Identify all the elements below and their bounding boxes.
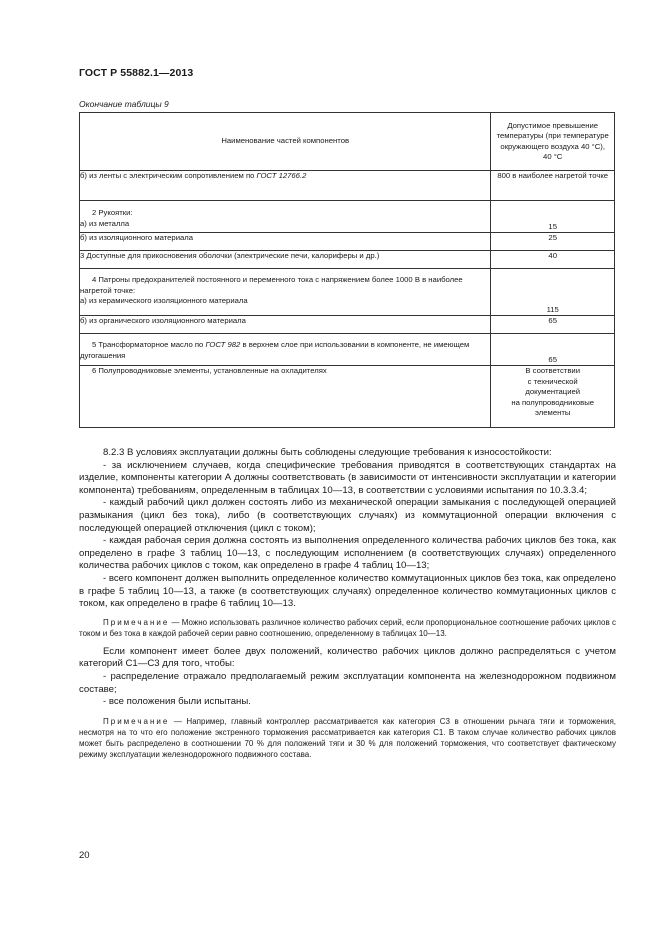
row-value: 15 — [491, 201, 615, 233]
table-row — [80, 233, 615, 251]
table-header-row — [80, 113, 615, 171]
paragraph: - все положения были испытаны. — [103, 696, 251, 708]
note: Примечание — Можно использовать различное количество рабочих серий, если пропорциональное соотношение рабочих циклов с током и без тока в каждой рабочей серии равно соотношению, определенному в таблицах 10—13. — [79, 617, 616, 638]
table-row — [80, 334, 615, 366]
row-name: 2 Рукоятки: а) из металла — [80, 201, 491, 233]
table-row — [80, 171, 615, 201]
row-value: В соответствии с технической документацией на полупроводниковые элементы — [491, 366, 615, 428]
table-row — [80, 269, 615, 316]
note-label: Примечание — [103, 716, 170, 726]
row-name: б) из изоляционного материала — [80, 233, 491, 251]
body-section — [79, 447, 616, 760]
table-row — [80, 316, 615, 334]
paragraph: 8.2.3 В условиях эксплуатации должны быть соблюдены следующие требования к износостойкости: — [103, 447, 552, 458]
note: Примечание — Например, главный контроллер рассматривается как категория С3 в отношении рычага тяги и торможения, несмотря на то что его положение экстренного торможения рассматривается как категория С1. В таком случае количество рабочих циклов может быть распределено в соотношении 70 % для положений тяги и 30 % для положений торможения, что соответствует фактическому режиму эксплуатации железнодорожного подвижного состава. — [79, 716, 616, 759]
row-name: 4 Патроны предохранителей постоянного и переменного тока с напряжением более 1000 В в наиболее нагретой точке: а) из керамического изоляционного материала — [80, 269, 491, 316]
paragraph: - за исключением случаев, когда специфические требования приводятся в соответствующих стандартах на изделие, компоненты категории А должны соответствовать (в зависимости от интенсивности эксплуатации и категории компонента) требованиям, определенным в таблицах 10—13, в соответствии с условиями испытания по 10.3.3.4; — [79, 459, 616, 496]
paragraph: - распределение отражало предполагаемый режим эксплуатации компонента на железнодорожном подвижном составе; — [79, 670, 616, 695]
row-name: 6 Полупроводниковые элементы, установленные на охладителях — [80, 366, 491, 428]
row-name: 3 Доступные для прикосновения оболочки (электрические печи, калориферы и др.) — [80, 251, 491, 269]
paragraph: - всего компонент должен выполнить определенное количество коммутационных циклов без тока, как определено в графе 5 таблиц 10—13, а также (в соответствующих случаях) определенное количество коммутационных циклов с током, как определено в графе 6 таблиц 10—13. — [79, 572, 616, 610]
paragraph: - каждая рабочая серия должна состоять из выполнения определенного количества рабочих циклов без тока, как определено в графе 3 таблиц 10—13, с последующим исполнением (в соответствующих случаях) определенного количества рабочих циклов с током, как определено в графе 4 таблиц 10—13; — [79, 535, 616, 572]
standard-reference: ГОСТ 12766.2 — [256, 171, 307, 180]
row-value: 115 — [491, 269, 615, 316]
table-row — [80, 366, 615, 428]
table-caption: Окончание таблицы 9 — [79, 99, 169, 109]
row-value: 65 — [491, 334, 615, 366]
row-name: 5 Трансформаторное масло по ГОСТ 982 в верхнем слое при использовании в компоненте, не имеющем дугогашения — [80, 334, 491, 366]
row-value: 25 — [491, 233, 615, 251]
row-name: б) из ленты с электрическим сопротивлением по ГОСТ 12766.2 — [80, 171, 491, 201]
row-name: б) из органического изоляционного материала — [80, 316, 491, 334]
row-value: 40 — [491, 251, 615, 269]
group-label: 2 Рукоятки: — [92, 208, 133, 217]
table-row — [80, 201, 615, 233]
note-label: Примечание — [103, 617, 170, 627]
row-value: 65 — [491, 316, 615, 334]
table-9 — [79, 112, 615, 428]
col-header-temperature-rise: Допустимое превышение температуры (при температуре окружающего воздуха 40 °С), 40 °С — [491, 113, 615, 171]
paragraph: - каждый рабочий цикл должен состоять либо из механической операции замыкания с последующей операцией размыкания (цикл без тока), либо (в соответствующих случаях) из коммутационной операции включения с последующей операцией отключения (цикл с током); — [79, 497, 616, 534]
group-label: 4 Патроны предохранителей постоянного и переменного тока с напряжением более 1000 В в наиболее нагретой точке: — [80, 275, 463, 295]
paragraph: Если компонент имеет более двух положений, количество рабочих циклов должно распределяться с учетом категорий С1—С3 для того, чтобы: — [79, 645, 616, 670]
col-header-component-parts: Наименование частей компонентов — [80, 113, 491, 171]
page-number: 20 — [79, 850, 90, 861]
row-value: 800 в наиболее нагретой точке — [491, 171, 615, 201]
table-row — [80, 251, 615, 269]
standard-reference: ГОСТ 982 — [205, 340, 241, 349]
document-header: ГОСТ Р 55882.1—2013 — [79, 67, 194, 79]
